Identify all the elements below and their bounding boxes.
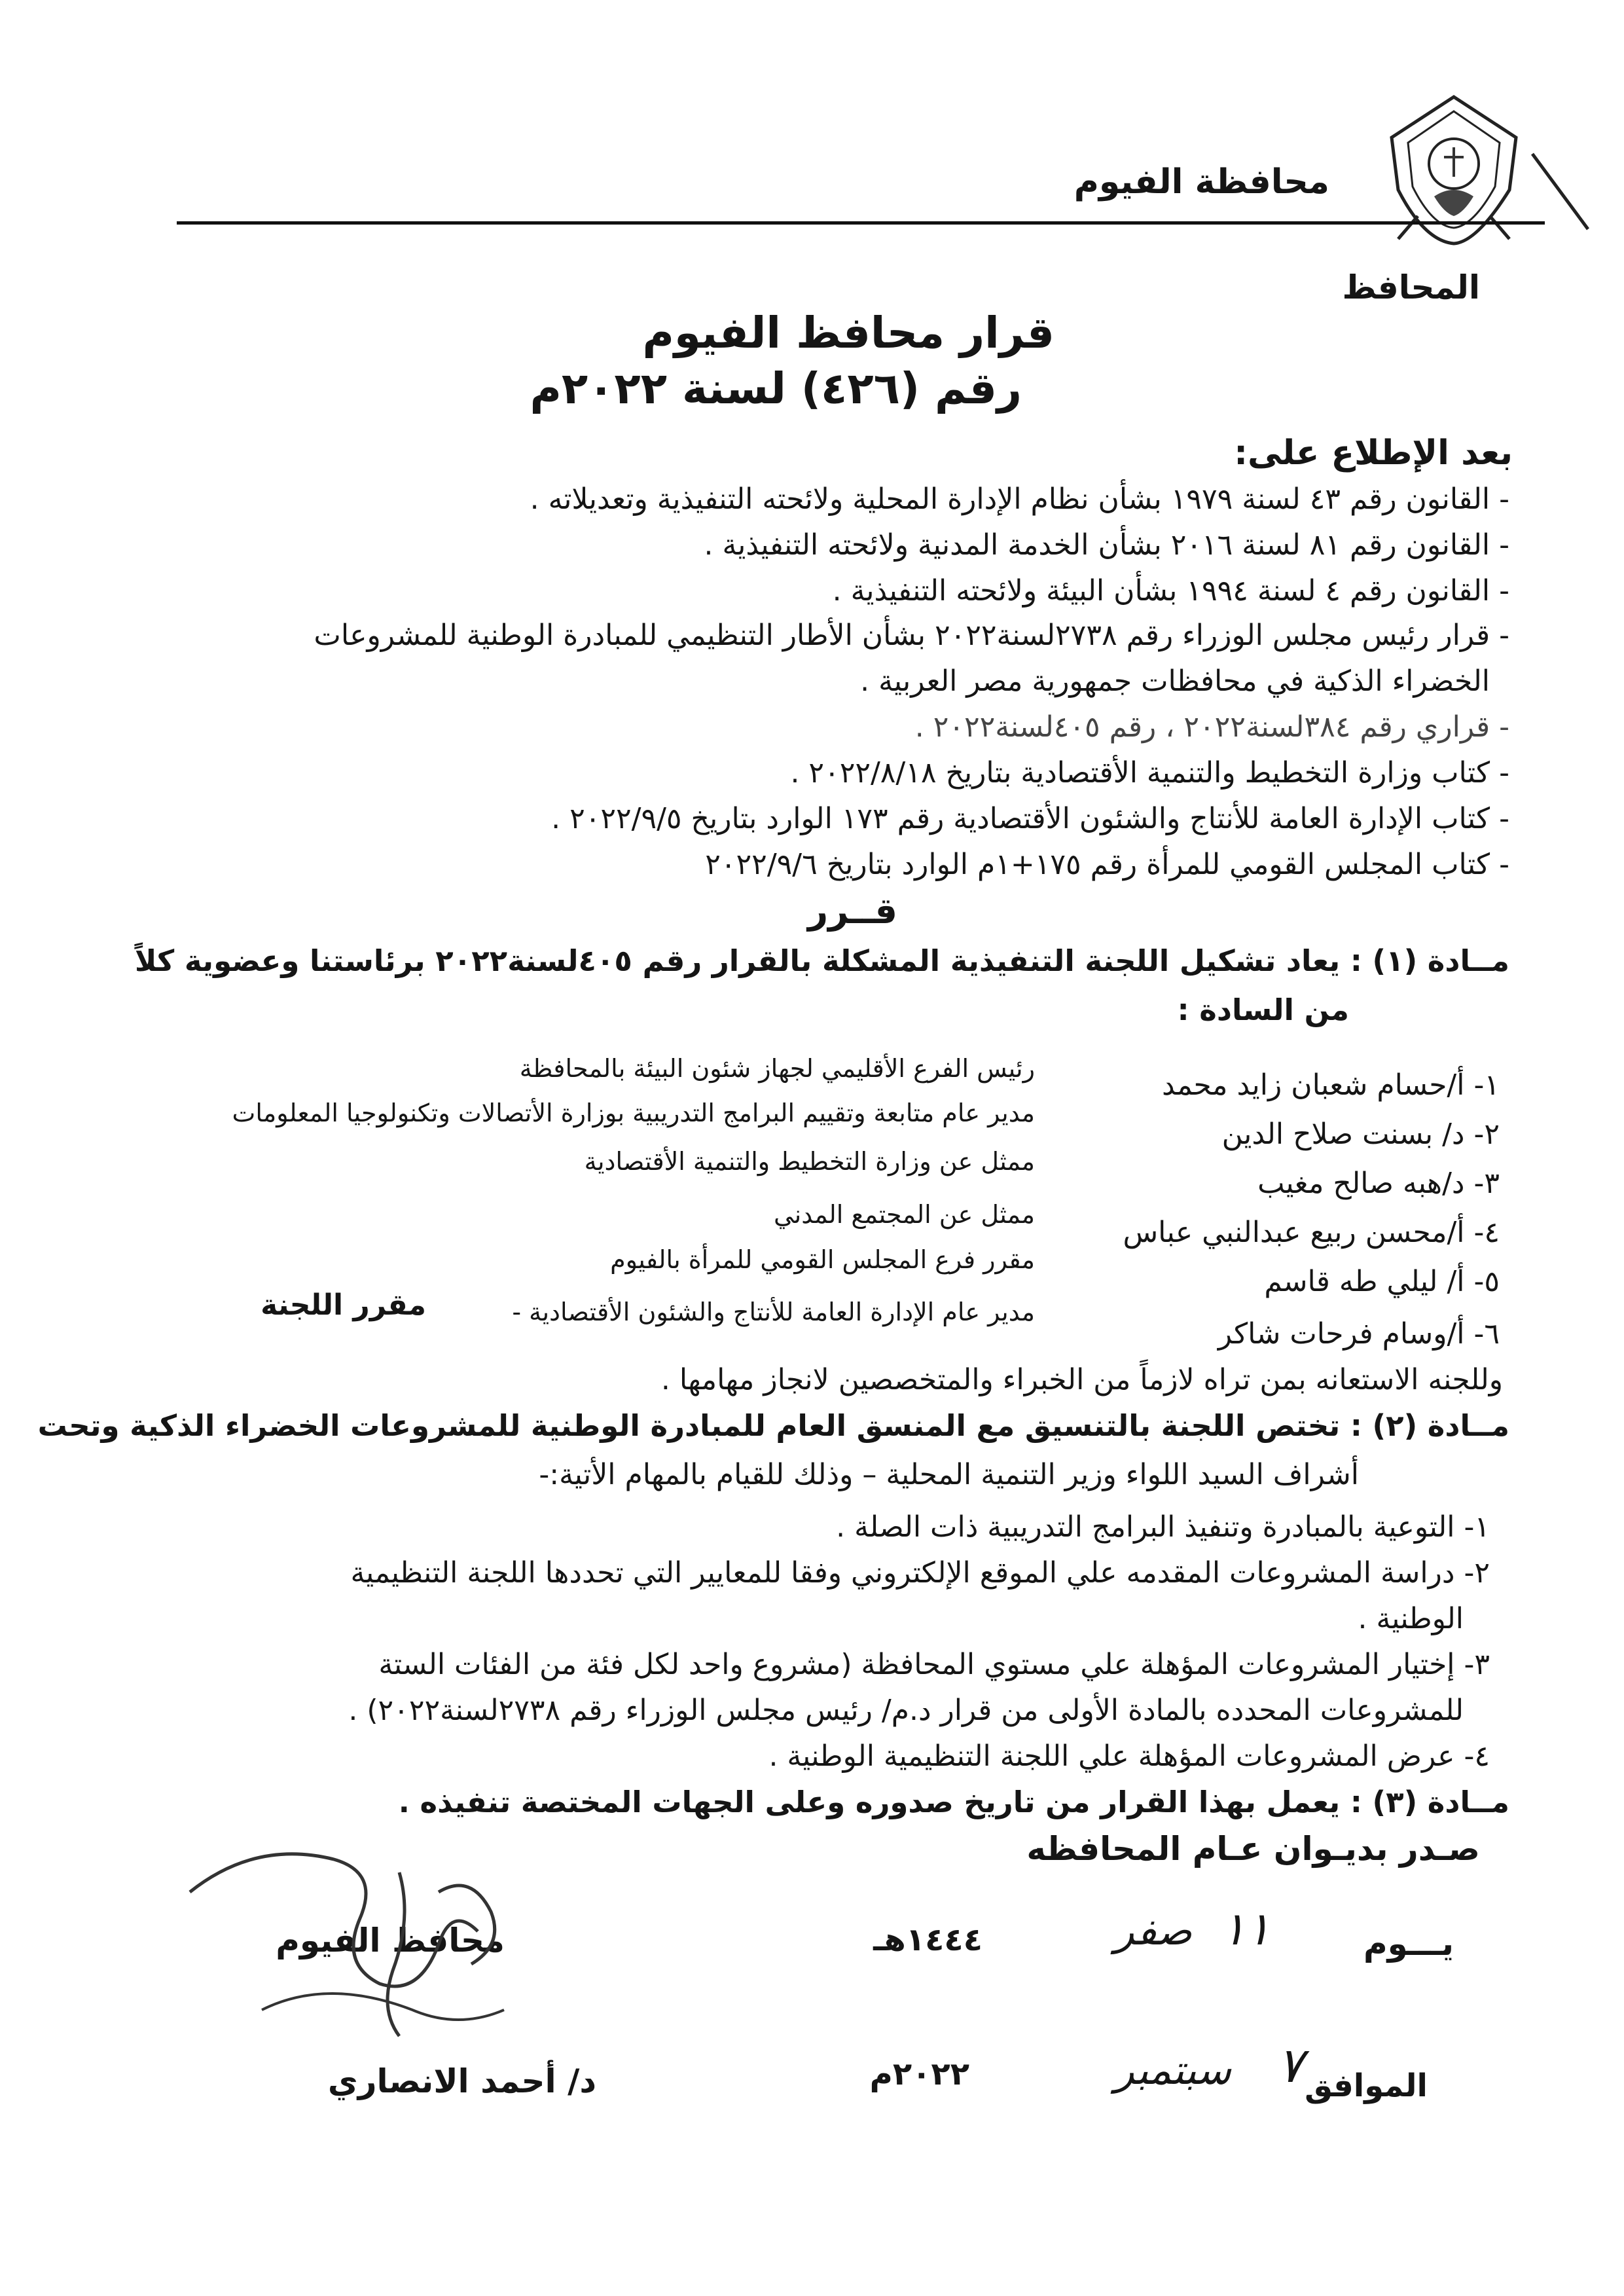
member-name: ٦- أ/وسام فرحات شاكر bbox=[1218, 1317, 1500, 1351]
article-1-note: وللجنه الاستعانه بمن تراه لازماً من الخبراء والمتخصصين لانجاز مهامها . bbox=[660, 1363, 1503, 1396]
article-1-text-cont: من السادة : bbox=[1177, 993, 1349, 1027]
decree-title: قرار محافظ الفيوم bbox=[642, 308, 1055, 358]
decree-number: رقم (٤٢٦) لسنة ٢٠٢٢م bbox=[530, 363, 1022, 414]
member-role: رئيس الفرع الأقليمي لجهاز شئون البيئة بالمحافظة bbox=[519, 1054, 1035, 1083]
greg-month: سبتمبر bbox=[1114, 2046, 1231, 2094]
signatory-name: د/ أحمد الانصاري bbox=[327, 2062, 596, 2100]
office-title: المحافظ bbox=[1342, 268, 1480, 306]
header-divider bbox=[177, 221, 1545, 225]
preamble-item: - قرار رئيس مجلس الوزراء رقم ٢٧٣٨لسنة٢٠٢٢ بشأن الأطار التنظيمي للمبادرة الوطنية للمشروعات bbox=[314, 619, 1509, 652]
hijri-day: ١١ bbox=[1221, 1902, 1271, 1956]
member-role: مقرر فرع المجلس القومي للمرأة بالفيوم bbox=[610, 1245, 1035, 1274]
member-role: ممثل عن وزارة التخطيط والتنمية الأقتصادية bbox=[584, 1147, 1035, 1176]
issued-at: صـدر بديـوان عـام المحافظه bbox=[1026, 1830, 1480, 1868]
task-item: ٤- عرض المشروعات المؤهلة علي اللجنة التنظيمية الوطنية . bbox=[768, 1740, 1490, 1773]
member-name: ٣- د/هبه صالح مغيب bbox=[1257, 1167, 1500, 1200]
member-name: ٥- أ/ ليلي طه قاسم bbox=[1264, 1265, 1500, 1298]
hijri-month: صفر bbox=[1114, 1906, 1192, 1954]
task-item: للمشروعات المحدده بالمادة الأولى من قرار د.م/ رئيس مجلس الوزراء رقم ٢٧٣٨لسنة٢٠٢٢) . bbox=[348, 1694, 1464, 1727]
task-item: ١- التوعية بالمبادرة وتنفيذ البرامج التدريبية ذات الصلة . bbox=[836, 1510, 1490, 1544]
governorate-name: محافظة الفيوم bbox=[1074, 162, 1329, 202]
member-role: مدير عام الإدارة العامة للأنتاج والشئون الأقتصادية - bbox=[512, 1298, 1035, 1326]
article-2-text-cont: أشراف السيد اللواء وزير التنمية المحلية – وذلك للقيام بالمهام الأتية:- bbox=[539, 1458, 1359, 1491]
greg-year: ٢٠٢٢م bbox=[869, 2056, 969, 2092]
preamble-item: - كتاب الإدارة العامة للأنتاج والشئون الأقتصادية رقم ١٧٣ الوارد بتاريخ ٢٠٢٢/٩/٥ . bbox=[551, 802, 1509, 835]
preamble-item: - كتاب وزارة التخطيط والتنمية الأقتصادية بتاريخ ٢٠٢٢/٨/١٨ . bbox=[790, 756, 1509, 790]
task-item: ٢- دراسة المشروعات المقدمه علي الموقع الإلكتروني وفقا للمعايير التي تحددها اللجنة التنظيمية bbox=[350, 1556, 1490, 1590]
preamble-heading: بعد الإطلاع على: bbox=[1234, 433, 1513, 473]
task-item: ٣- إختيار المشروعات المؤهلة علي مستوي المحافظة (مشروع واحد لكل فئة من الفئات الستة bbox=[378, 1648, 1490, 1681]
handwritten-signature bbox=[164, 1813, 569, 2088]
member-role: ممثل عن المجتمع المدني bbox=[774, 1200, 1035, 1229]
article-2-text: مــادة (٢) : تختص اللجنة بالتنسيق مع المنسق العام للمبادرة الوطنية للمشروعات الخضراء الذكية وتحت bbox=[37, 1408, 1509, 1443]
preamble-item: - القانون رقم ٤ لسنة ١٩٩٤ بشأن البيئة ولائحته التنفيذية . bbox=[832, 574, 1509, 608]
member-name: ٤- أ/محسن ربيع عبدالنبي عباس bbox=[1123, 1216, 1500, 1249]
preamble-item: - القانون رقم ٨١ لسنة ٢٠١٦ بشأن الخدمة المدنية ولائحته التنفيذية . bbox=[704, 528, 1509, 562]
preamble-item: - القانون رقم ٤٣ لسنة ١٩٧٩ بشأن نظام الإدارة المحلية ولائحته التنفيذية وتعديلاته . bbox=[530, 483, 1509, 516]
committee-rapporteur: مقرر اللجنة bbox=[261, 1288, 426, 1322]
article-1-text: مــادة (١) : يعاد تشكيل اللجنة التنفيذية المشكلة بالقرار رقم ٤٠٥لسنة٢٠٢٢ برئاستنا وعضوية كلاً bbox=[134, 943, 1509, 978]
article-3-text: مــادة (٣) : يعمل بهذا القرار من تاريخ صدوره وعلى الجهات المختصة تنفيذه . bbox=[398, 1785, 1509, 1819]
member-role: مدير عام متابعة وتقييم البرامج التدريبية بوزارة الأتصالات وتكنولوجيا المعلومات bbox=[232, 1099, 1035, 1127]
preamble-item: - قراري رقم ٣٨٤لسنة٢٠٢٢ ، رقم ٤٠٥لسنة٢٠٢٢ . bbox=[914, 710, 1509, 744]
preamble-item: - كتاب المجلس القومي للمرأة رقم ١٧٥+١م الوارد بتاريخ ٢٠٢٢/٩/٦ bbox=[705, 848, 1509, 881]
task-item: الوطنية . bbox=[1358, 1602, 1464, 1635]
governorate-emblem bbox=[1379, 92, 1529, 249]
hijri-year: ١٤٤٤هـ bbox=[873, 1922, 983, 1958]
member-name: ٢- د/ بسنت صلاح الدين bbox=[1221, 1118, 1500, 1151]
greg-label: الموافق bbox=[1305, 2068, 1428, 2104]
day-label: يـــوم bbox=[1363, 1925, 1454, 1963]
decision-heading: قــرر bbox=[808, 890, 897, 932]
greg-day: ٧ bbox=[1277, 2037, 1303, 2094]
member-name: ١- أ/حسام شعبان زايد محمد bbox=[1161, 1068, 1500, 1102]
preamble-item: الخضراء الذكية في محافظات جمهورية مصر العربية . bbox=[860, 665, 1490, 698]
signature-title: محافظ الفيوم bbox=[276, 1922, 505, 1959]
